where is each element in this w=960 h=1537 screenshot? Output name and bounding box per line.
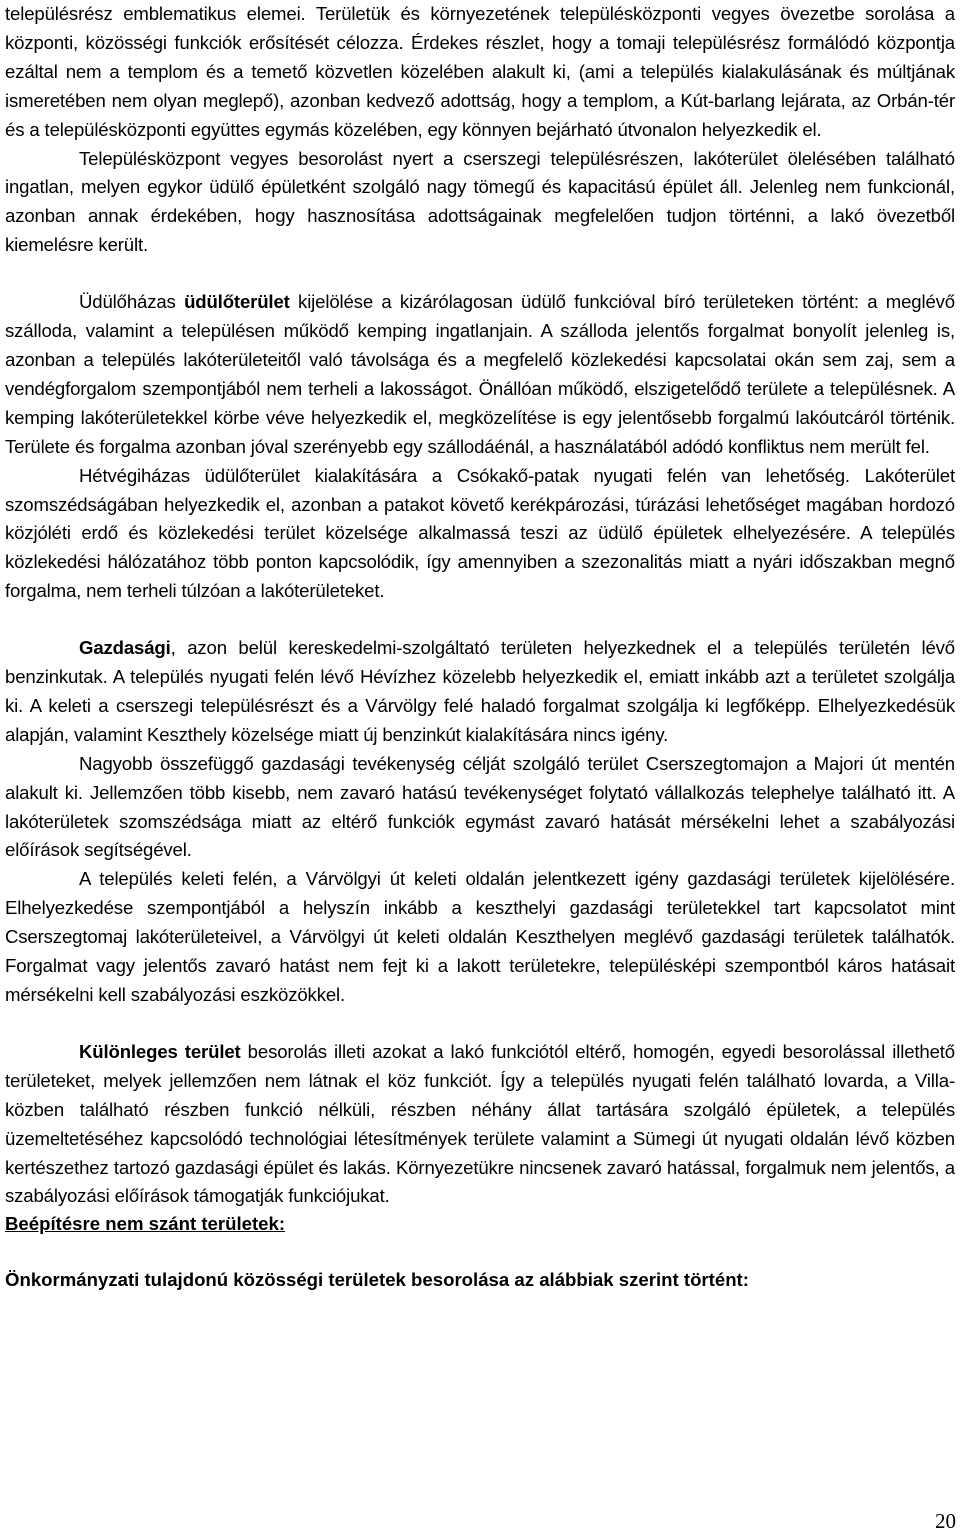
- paragraph-majori-road: Nagyobb összefüggő gazdasági tevékenység célját szolgáló terület Cserszegtomajon a Majori út mentén alakult ki. Jellemzően több kisebb, nem zavaró hatású tevékenységet folytató vállalkozás telephelye található itt. A lakóterületek szomszédsága miatt az eltérő funkciók egymást zavaró hatását mérsékelni lehet a szabályozási előírások segítségével.: [5, 752, 955, 861]
- paragraph-town-center-mixed: Településközpont vegyes besorolást nyert a cserszegi településrészen, lakóterület ölelésében található ingatlan, melyen egykor üdülő épületként szolgáló nagy tömegű és kapacitású épület áll. Jelenleg nem funkcionál, azonban annak érdekében, hogy hasznosítása adottságainak megfelelően tudjon történni, a lakó övezetből kiemelésre került.: [5, 147, 955, 256]
- paragraph-emblematic-elements: településrész emblematikus elemei. Területük és környezetének településközponti vegyes övezetbe sorolása a központi, közösségi funkciók erősítését célozza. Érdekes részlet, hogy a tomaji településrész formálódó központja ezáltal nem a templom és a temető közvetlen közelében alakult ki, (ami a település kialakulásának és múltjának ismeretében nem olyan meglepő), azonban kedvező adottság, hogy a templom, a Kút-barlang lejárata, az Orbán-tér és a településközponti együttes egymás közelében, egy könnyen bejárható útvonalon helyezkedik el.: [5, 3, 955, 140]
- paragraph-resort-area-body: kijelölése a kizárólagosan üdülő funkcióval bíró területeken történt: a meglévő szálloda, valamint a településen működő kemping ingatlanjain. A szálloda jelentős forgalmat bonyolít jelenleg is, azonban a település lakóterületeitől való távolsága és a megfelelő közlekedési kapcsolatai okán sem zaj, sem a vendégforgalom szempontjából nem terheli a lakosságot. Önállóan működő, elszigetelődő területe a településnek. A kemping lakóterületekkel körbe véve helyezkedik el, megközelítése is egy jelentősebb forgalmú lakóutcáról történik. Területe és forgalma azonban jóval szerényebb egy szállodáénál, a használatából adódó konfliktus nem merült fel.: [5, 291, 955, 457]
- term-udulo-terulet: üdülőterület: [184, 291, 290, 313]
- term-gazdasagi: Gazdasági: [79, 637, 171, 659]
- paragraph-special-area-body: besorolás illeti azokat a lakó funkciótól eltérő, homogén, egyedi besorolással illethető területeket, melyek jellemzően nem látnak el köz funkciót. Így a település nyugati felén található lovarda, a Villa-közben található részben funkció nélküli, részben néhány állat tartására szolgáló épületek, a település üzemeltetéséhez kapcsolódó technológiai létesítmények területe valamint a Sümegi út nyugati oldalán lévő közben kertészethez tartozó gazdasági épület és lakás. Környezetükre nincsenek zavaró hatással, forgalmuk nem jelentős, a szabályozási előírások támogatják funkciójukat.: [5, 1040, 955, 1207]
- heading-non-built-areas: Beépítésre nem szánt területek:: [5, 1213, 286, 1235]
- paragraph-special-area: [5, 1038, 955, 1211]
- document-page: [5, 0, 955, 1293]
- paragraph-resort-area-lead: Üdülőházas: [79, 291, 185, 313]
- paragraph-economic-area: [5, 634, 955, 750]
- heading-municipal-community-areas: Önkormányzati tulajdonú közösségi területek besorolása az alábbiak szerint történt:: [5, 1269, 749, 1291]
- paragraph-eastern-economic: A település keleti felén, a Várvölgyi út keleti oldalán jelentkezett igény gazdasági területek kijelölésére. Elhelyezkedése szempontjából a helyszín inkább a keszthelyi gazdasági területekkel tart kapcsolatot mint Cserszegtomaj lakóterületeivel, a Várvölgyi út keleti oldalán Keszthelyen meglévő gazdasági területek találhatók. Forgalmat vagy jelentős zavaró hatást nem fejt ki a lakott területekre, településképi szempontból káros hatásait mérsékelni kell szabályozási eszközökkel.: [5, 868, 955, 1005]
- paragraph-weekend-houses: Hétvégiházas üdülőterület kialakítására a Csókakő-patak nyugati felén van lehetőség. Lakóterület szomszédságában helyezkedik el, azonban a patakot követő kerékpározási, túrázási lehetőséget magában hordozó közjóléti erdő és közlekedési terület közelsége alkalmassá teszi az üdülő épületek elhelyezésére. A település közlekedési hálózatához több ponton kapcsolódik, így amennyiben a szezonalitás miatt a nyári időszakban megnő forgalma, nem terheli túlzóan a lakóterületeket.: [5, 464, 955, 602]
- paragraph-economic-area-body: , azon belül kereskedelmi-szolgáltató területen helyezkednek el a település területén lévő benzinkutak. A település nyugati felén lévő Hévízhez közelebb helyezkedik el, emiatt inkább azt a területet szolgálja ki. A keleti a cserszegi településrészt és a Várvölgy felé haladó forgalmat szolgálja ki legfőképp. Elhelyezkedésük alapján, valamint Keszthely közelsége miatt új benzinkút kialakítására nincs igény.: [5, 637, 955, 745]
- page-number: 20: [935, 1509, 956, 1533]
- term-kulonleges-terulet: Különleges terület: [79, 1040, 241, 1062]
- paragraph-resort-area: [5, 288, 955, 461]
